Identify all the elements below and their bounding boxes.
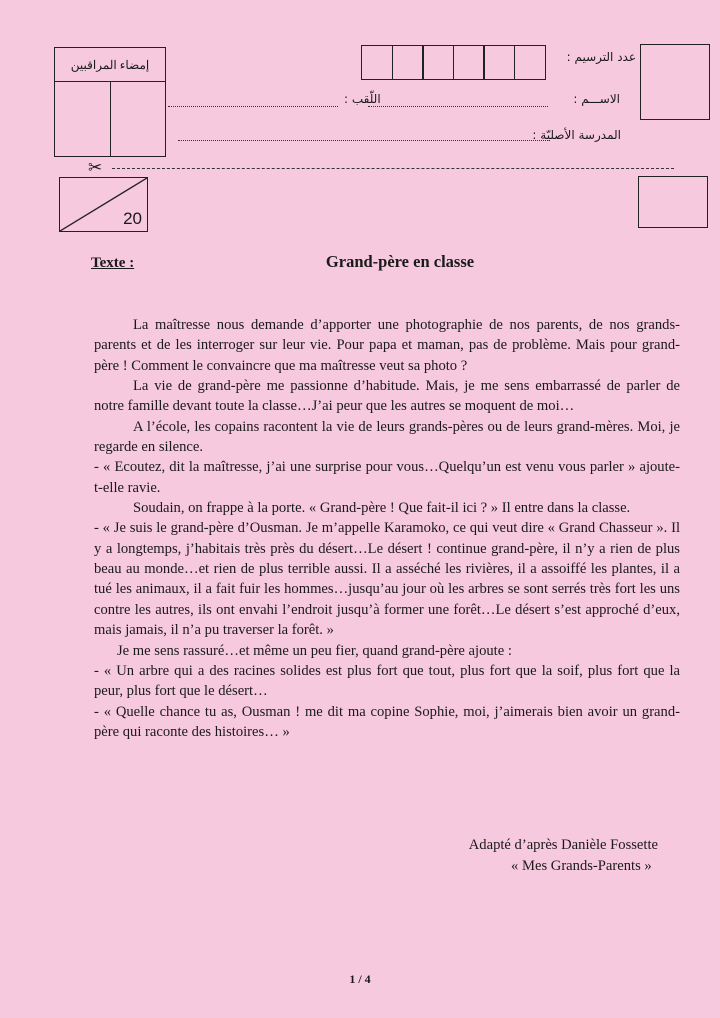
supervisors-signature-label: إمضاء المراقبين (55, 48, 165, 82)
signature-box-divider (110, 82, 111, 156)
registration-digit-box[interactable] (422, 45, 454, 80)
registration-digit-box[interactable] (514, 45, 546, 80)
school-field[interactable] (178, 140, 550, 141)
credit-book: « Mes Grands-Parents » (511, 858, 652, 874)
page-number: 1 / 4 (349, 972, 371, 986)
text-title: Grand-père en classe (325, 252, 475, 271)
registration-digit-box[interactable] (453, 45, 485, 80)
score-box (59, 177, 148, 232)
paragraph: Je me sens rassuré…et même un peu fier, quand grand-père ajoute : (117, 642, 512, 659)
name-label: الاســـم : (573, 92, 620, 106)
paragraph: - « Ecoutez, dit la maîtresse, j’ai une surprise pour vous…Quelqu’un est venu vous parler » ajoute-t-elle ravie. (94, 459, 680, 496)
code-box-top (640, 44, 710, 120)
score-total: 20 (123, 209, 142, 228)
paragraph: La vie de grand-père me passionne d’habitude. Mais, je me sens embarrassé de parler de notre famille devant toute la classe…J’ai peur que les autres se moquent de moi… (94, 378, 680, 415)
paragraph: A l’école, les copains racontent la vie de leurs grands-pères ou de leurs grand-mères. Moi, je regarde en silence. (94, 418, 680, 456)
paragraph: La maîtresse nous demande d’apporter une photographie de nos parents, de nos grands-parents et de les interroger sur leur vie. Pour papa et maman, pas de problème. Mais pour grand-père ! Comment le convaincre que ma maîtresse veut sa photo ? (94, 317, 680, 374)
supervisors-signature-box (54, 47, 166, 157)
scissors-icon: ✂ (88, 158, 103, 178)
surname-field[interactable] (168, 106, 338, 107)
section-label: Texte : (91, 255, 135, 271)
code-box-bottom (638, 176, 708, 228)
text-body (94, 315, 680, 742)
registration-digit-box[interactable] (483, 45, 515, 80)
registration-digit-box[interactable] (361, 45, 393, 80)
surname-label: اللّقب : (344, 92, 381, 106)
source-credit (469, 835, 658, 877)
paragraph: Soudain, on frappe à la porte. « Grand-père ! Que fait-il ici ? » Il entre dans la classe. (133, 500, 631, 517)
registration-digit-box[interactable] (392, 45, 424, 80)
paragraph: - « Quelle chance tu as, Ousman ! me dit ma copine Sophie, moi, j’aimerais bien avoir un grand-père qui raconte des histoires… » (94, 703, 680, 740)
registration-number-boxes[interactable] (361, 45, 546, 80)
credit-author: Adapté d’après Danièle Fossette (468, 837, 658, 853)
paragraph: - « Un arbre qui a des racines solides est plus fort que tout, plus fort que la soif, plus fort que la peur, plus fort que le désert… (94, 662, 680, 700)
school-label: المدرسة الأصليّة : (532, 128, 621, 142)
name-field[interactable] (368, 106, 548, 107)
paragraph: - « Je suis le grand-père d’Ousman. Je m’appelle Karamoko, ce qui veut dire « Grand Chasseur ». Il y a longtemps, j’habitais très près du désert…Le désert ! continue grand-père, il n’y a rien de plus beau au monde…et rien de plus terrible aussi. Il a asséché les rivières, il a assoiffé les plantes, il a tué les animaux, il a fait fuir les hommes…jusqu’au jour où les arbres se sont serrés très fort les uns contre les autres, ils ont envahi l’endroit jusqu’à former une forêt…Le désert s’est approché d’eux, mais jamais, il n’a pu traverser la forêt. » (94, 520, 680, 639)
cut-line (112, 168, 674, 169)
registration-number-label: عدد الترسيم : (566, 50, 636, 64)
